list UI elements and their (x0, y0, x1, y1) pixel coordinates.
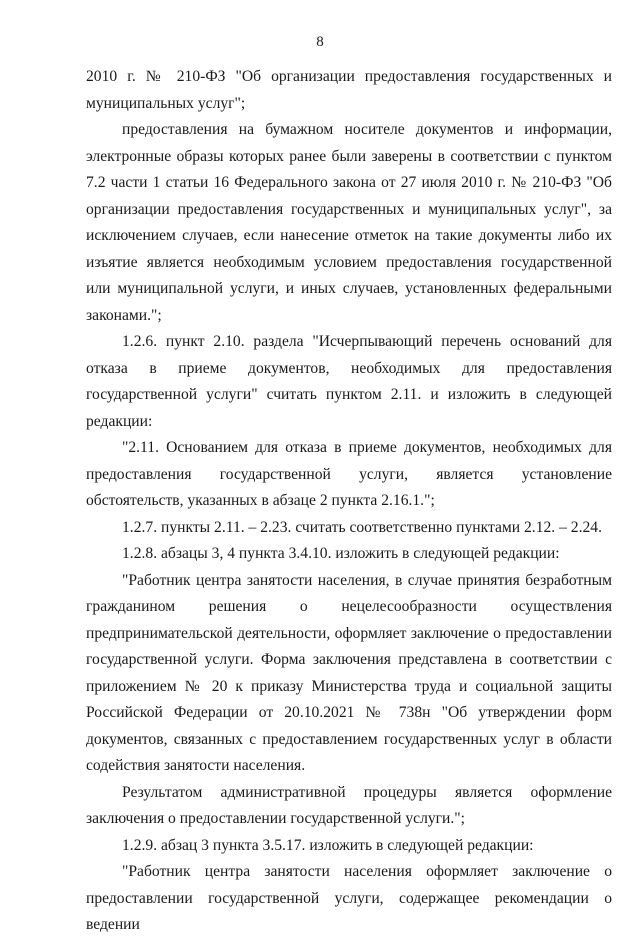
paragraph-employee-conclusion: "Работник центра занятости населения, в случае принятия безработным гражданином решения о нецелесообразности осуществления предпринимательской деятельности, оформляет заключение о предоставлении государственной услуги. Форма заключения представлена в соответствии с приложением № 20 к приказу Министерства труда и социальной защиты Российской Федерации от 20.10.2021 № 738н "Об утверждении форм документов, связанных с предоставлением государственных услуг в области содействия занятости населения. (86, 571, 612, 774)
paragraph-procedure-result: Результатом административной процедуры является оформление заключения о предоставлении государственной услуги."; (86, 783, 612, 827)
paragraph-item-1-2-7: 1.2.7. пункты 2.11. – 2.23. считать соответственно пунктами 2.12. – 2.24. (122, 518, 602, 536)
paragraph-paper-documents: предоставления на бумажном носителе документов и информации, электронные образы которых ранее были заверены в соответствии с пунктом 7.2 части 1 статьи 16 Федерального закона от 27 июля 2010 г. № 210-ФЗ "Об организации предоставления государственных и муниципальных услуг", за исключением случаев, если нанесение отметок на такие документы либо их изъятие является необходимым условием предоставления государственной или муниципальной услуги, и иных случаев, установленных федеральными законами."; (86, 121, 612, 324)
paragraph-item-1-2-9: 1.2.9. абзац 3 пункта 3.5.17. изложить в следующей редакции: (122, 836, 534, 854)
paragraph-continuation: 2010 г. № 210-ФЗ "Об организации предоставления государственных и муниципальных услуг"; (86, 68, 612, 112)
page-number: 8 (316, 34, 324, 50)
paragraph-item-1-2-8: 1.2.8. абзацы 3, 4 пункта 3.4.10. изложить в следующей редакции: (122, 545, 560, 562)
document-body (86, 64, 612, 939)
paragraph-employee-recommendations: "Работник центра занятости населения оформляет заключение о предоставлении государственной услуги, содержащее рекомендации о ведении (86, 863, 612, 933)
paragraph-item-1-2-6: 1.2.6. пункт 2.10. раздела "Исчерпывающий перечень оснований для отказа в приеме документов, необходимых для предоставления государственной услуги" считать пунктом 2.11. и изложить в следующей редакции: (86, 333, 612, 430)
paragraph-clause-2-11: "2.11. Основанием для отказа в приеме документов, необходимых для предоставления государственной услуги, является установление обстоятельств, указанных в абзаце 2 пункта 2.16.1."; (86, 439, 612, 509)
